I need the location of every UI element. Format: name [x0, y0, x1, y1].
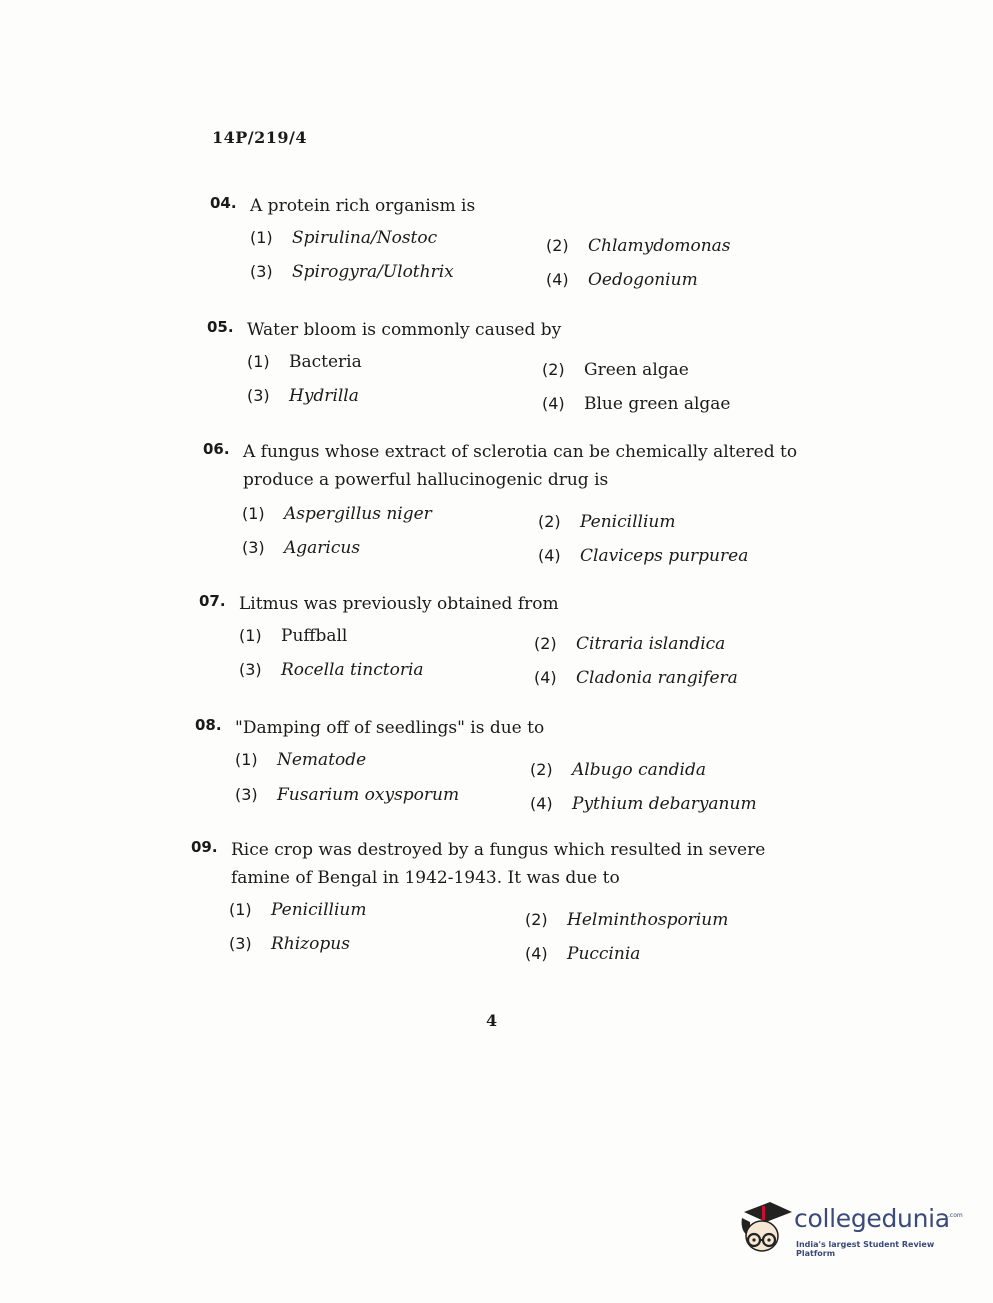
option-number: (4): [525, 944, 548, 963]
option-text: Puffball: [281, 626, 348, 646]
option-number: (2): [546, 236, 569, 255]
option-text: Claviceps purpurea: [580, 546, 749, 566]
question-number: 05.: [207, 318, 234, 336]
option-3: [247, 386, 359, 406]
option-4: [546, 270, 698, 290]
question-text: "Damping off of seedlings" is due to: [235, 718, 545, 738]
option-number: (1): [247, 352, 270, 371]
page-number: 4: [486, 1011, 498, 1030]
question-text: A fungus whose extract of sclerotia can be chemically altered to produce a powerful hallucinogenic drug is: [243, 442, 798, 490]
page-code: 14P/219/4: [212, 128, 308, 147]
option-3: [229, 934, 350, 954]
question-text: A protein rich organism is: [250, 196, 476, 216]
option-number: (3): [247, 386, 270, 405]
option-text: Pythium debaryanum: [572, 794, 757, 814]
brand-name: collegedunia: [794, 1204, 950, 1233]
option-number: (2): [542, 360, 565, 379]
option-text: Puccinia: [567, 944, 641, 964]
option-text: Oedogonium: [588, 270, 698, 290]
question-number: 08.: [195, 716, 222, 734]
option-4: [530, 794, 757, 814]
option-3: [242, 538, 360, 558]
option-text: Blue green algae: [584, 394, 731, 414]
question-number: 07.: [199, 592, 226, 610]
option-number: (3): [235, 785, 258, 804]
option-number: (4): [542, 394, 565, 413]
brand-tagline: India's largest Student Review Platform: [796, 1240, 935, 1258]
option-number: (3): [242, 538, 265, 557]
option-2: [538, 512, 675, 532]
option-number: (1): [229, 900, 252, 919]
option-number: (3): [250, 262, 273, 281]
option-number: (4): [534, 668, 557, 687]
option-text: Hydrilla: [289, 386, 359, 406]
option-number: (2): [525, 910, 548, 929]
option-number: (2): [538, 512, 561, 531]
question-number: 06.: [203, 440, 230, 458]
option-1: [239, 626, 347, 646]
option-number: (1): [250, 228, 273, 247]
option-text: Rhizopus: [271, 934, 350, 954]
option-text: Spirogyra/Ulothrix: [292, 262, 454, 282]
option-number: (4): [546, 270, 569, 289]
option-4: [542, 394, 730, 414]
option-number: (3): [229, 934, 252, 953]
option-1: [242, 504, 432, 524]
question-text: Litmus was previously obtained from: [239, 594, 559, 614]
option-text: Nematode: [277, 750, 367, 770]
option-2: [542, 360, 689, 380]
option-2: [525, 910, 728, 930]
option-4: [525, 944, 640, 964]
option-text: Helminthosporium: [567, 910, 729, 930]
option-number: (1): [242, 504, 265, 523]
option-text: Penicillium: [271, 900, 367, 920]
option-1: [235, 750, 366, 770]
option-1: [250, 228, 437, 248]
option-number: (4): [538, 546, 561, 565]
option-3: [239, 660, 424, 680]
option-text: Cladonia rangifera: [576, 668, 738, 688]
option-text: Agaricus: [284, 538, 361, 558]
option-1: [247, 352, 362, 372]
option-2: [530, 760, 706, 780]
option-number: (1): [235, 750, 258, 769]
option-number: (4): [530, 794, 553, 813]
question-number: 09.: [191, 838, 218, 856]
option-3: [235, 785, 459, 805]
option-number: (1): [239, 626, 262, 645]
option-text: Chlamydomonas: [588, 236, 731, 256]
collegedunia-logo[interactable]: [736, 1196, 966, 1266]
option-text: Albugo candida: [572, 760, 707, 780]
mascot-icon: [736, 1196, 792, 1258]
option-text: Bacteria: [289, 352, 362, 372]
option-text: Penicillium: [580, 512, 676, 532]
option-2: [534, 634, 725, 654]
option-number: (3): [239, 660, 262, 679]
question-text: Rice crop was destroyed by a fungus which resulted in severe famine of Bengal in 1942-1943. It was due to: [231, 840, 766, 888]
question-number: 04.: [210, 194, 237, 212]
option-2: [546, 236, 731, 256]
option-4: [534, 668, 738, 688]
option-text: Spirulina/Nostoc: [292, 228, 438, 248]
option-number: (2): [534, 634, 557, 653]
question-text: Water bloom is commonly caused by: [247, 320, 562, 340]
option-3: [250, 262, 454, 282]
option-number: (2): [530, 760, 553, 779]
option-text: Aspergillus niger: [284, 504, 432, 524]
option-text: Rocella tinctoria: [281, 660, 424, 680]
option-1: [229, 900, 366, 920]
option-text: Fusarium oxysporum: [277, 785, 460, 805]
option-text: Green algae: [584, 360, 689, 380]
option-text: Citraria islandica: [576, 634, 726, 654]
option-4: [538, 546, 748, 566]
brand-suffix: .com: [948, 1212, 963, 1219]
